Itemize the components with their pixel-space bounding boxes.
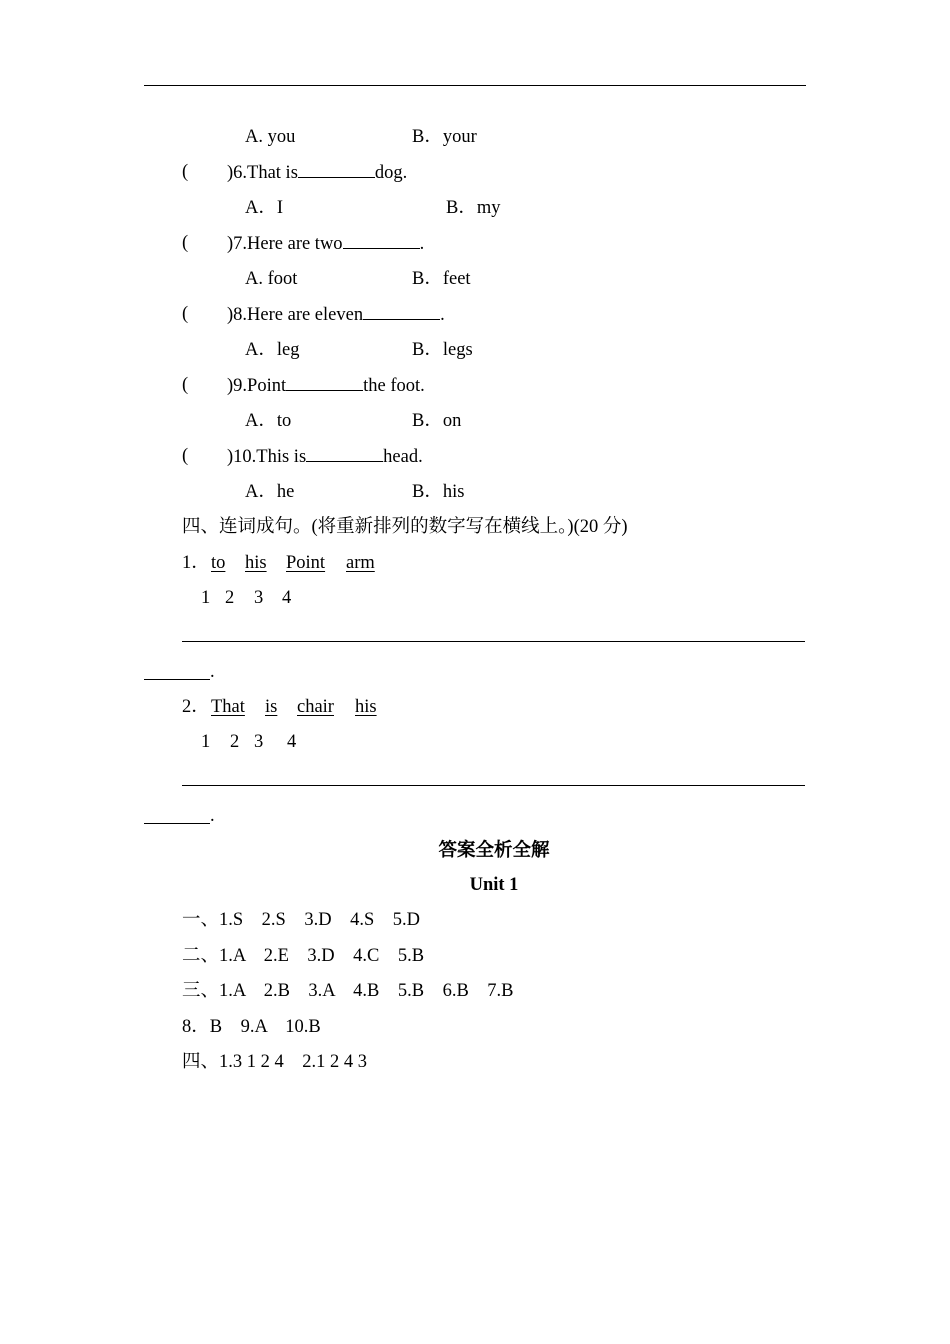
answer-line: 三、1.A 2.B 3.A 4.B 5.B 6.B 7.B: [182, 981, 514, 1001]
q5-option-a: A. you: [245, 127, 296, 147]
item2-word: That: [211, 697, 245, 717]
q8-option-b: B．legs: [412, 340, 473, 360]
q9-option-b: B．on: [412, 411, 462, 431]
q7-paren: (: [182, 233, 189, 253]
item2-index: 1: [201, 732, 211, 752]
item2-index: 3: [254, 732, 264, 752]
answer-blank[interactable]: [363, 303, 440, 320]
answer-line: 四、1.3 1 2 4 2.1 2 4 3: [182, 1052, 368, 1072]
section-4-heading: 四、连词成句。(将重新排列的数字写在横线上。)(20 分): [182, 517, 628, 537]
q6-option-a: A．I: [245, 198, 284, 218]
q6-option-b: B．my: [446, 198, 501, 218]
answers-unit: Unit 1: [469, 875, 519, 895]
item1-number: 1．: [182, 553, 210, 573]
item1-index: 3: [254, 588, 264, 608]
answer-blank[interactable]: [286, 374, 363, 391]
q8-question: )8.Here are eleven .: [227, 305, 445, 325]
item2-answer-line-cont[interactable]: [144, 823, 210, 824]
item1-word: his: [245, 553, 267, 573]
q10-question: )10.This is head.: [227, 447, 423, 467]
q6-question: )6.That is dog.: [227, 163, 408, 183]
q7-option-a: A. foot: [245, 269, 298, 289]
item1-answer-line[interactable]: [182, 641, 805, 642]
header-rule: [144, 85, 806, 86]
item2-index: 4: [287, 732, 297, 752]
item2-period: .: [210, 806, 215, 826]
q10-option-b: B．his: [412, 482, 465, 502]
q10-paren: (: [182, 446, 189, 466]
q7-option-b: B．feet: [412, 269, 471, 289]
q8-paren: (: [182, 304, 189, 324]
answer-blank[interactable]: [298, 161, 375, 178]
answer-line: 8．B 9.A 10.B: [182, 1017, 321, 1037]
item1-index: 2: [225, 588, 235, 608]
answer-blank[interactable]: [343, 232, 420, 249]
q9-option-a: A．to: [245, 411, 292, 431]
item1-word: Point: [286, 553, 326, 573]
item2-number: 2．: [182, 697, 210, 717]
item1-word: to: [211, 553, 226, 573]
q8-option-a: A．leg: [245, 340, 300, 360]
q9-paren: (: [182, 375, 189, 395]
item2-word: chair: [297, 697, 334, 717]
item1-index: 4: [282, 588, 292, 608]
item2-word: is: [265, 697, 278, 717]
q5-option-b: B．your: [412, 127, 477, 147]
q10-option-a: A．he: [245, 482, 295, 502]
item1-answer-line-cont[interactable]: [144, 679, 210, 680]
item2-index: 2: [230, 732, 240, 752]
answer-line: 一、1.S 2.S 3.D 4.S 5.D: [182, 910, 420, 930]
q6-paren: (: [182, 162, 189, 182]
q9-question: )9.Point the foot.: [227, 376, 425, 396]
item1-index: 1: [201, 588, 211, 608]
item1-word: arm: [346, 553, 375, 573]
answers-title: 答案全析全解: [438, 841, 550, 861]
item2-answer-line[interactable]: [182, 785, 805, 786]
answer-line: 二、1.A 2.E 3.D 4.C 5.B: [182, 946, 425, 966]
item2-word: his: [355, 697, 377, 717]
answer-blank[interactable]: [306, 445, 383, 462]
q7-question: )7.Here are two .: [227, 234, 425, 254]
item1-period: .: [210, 662, 215, 682]
